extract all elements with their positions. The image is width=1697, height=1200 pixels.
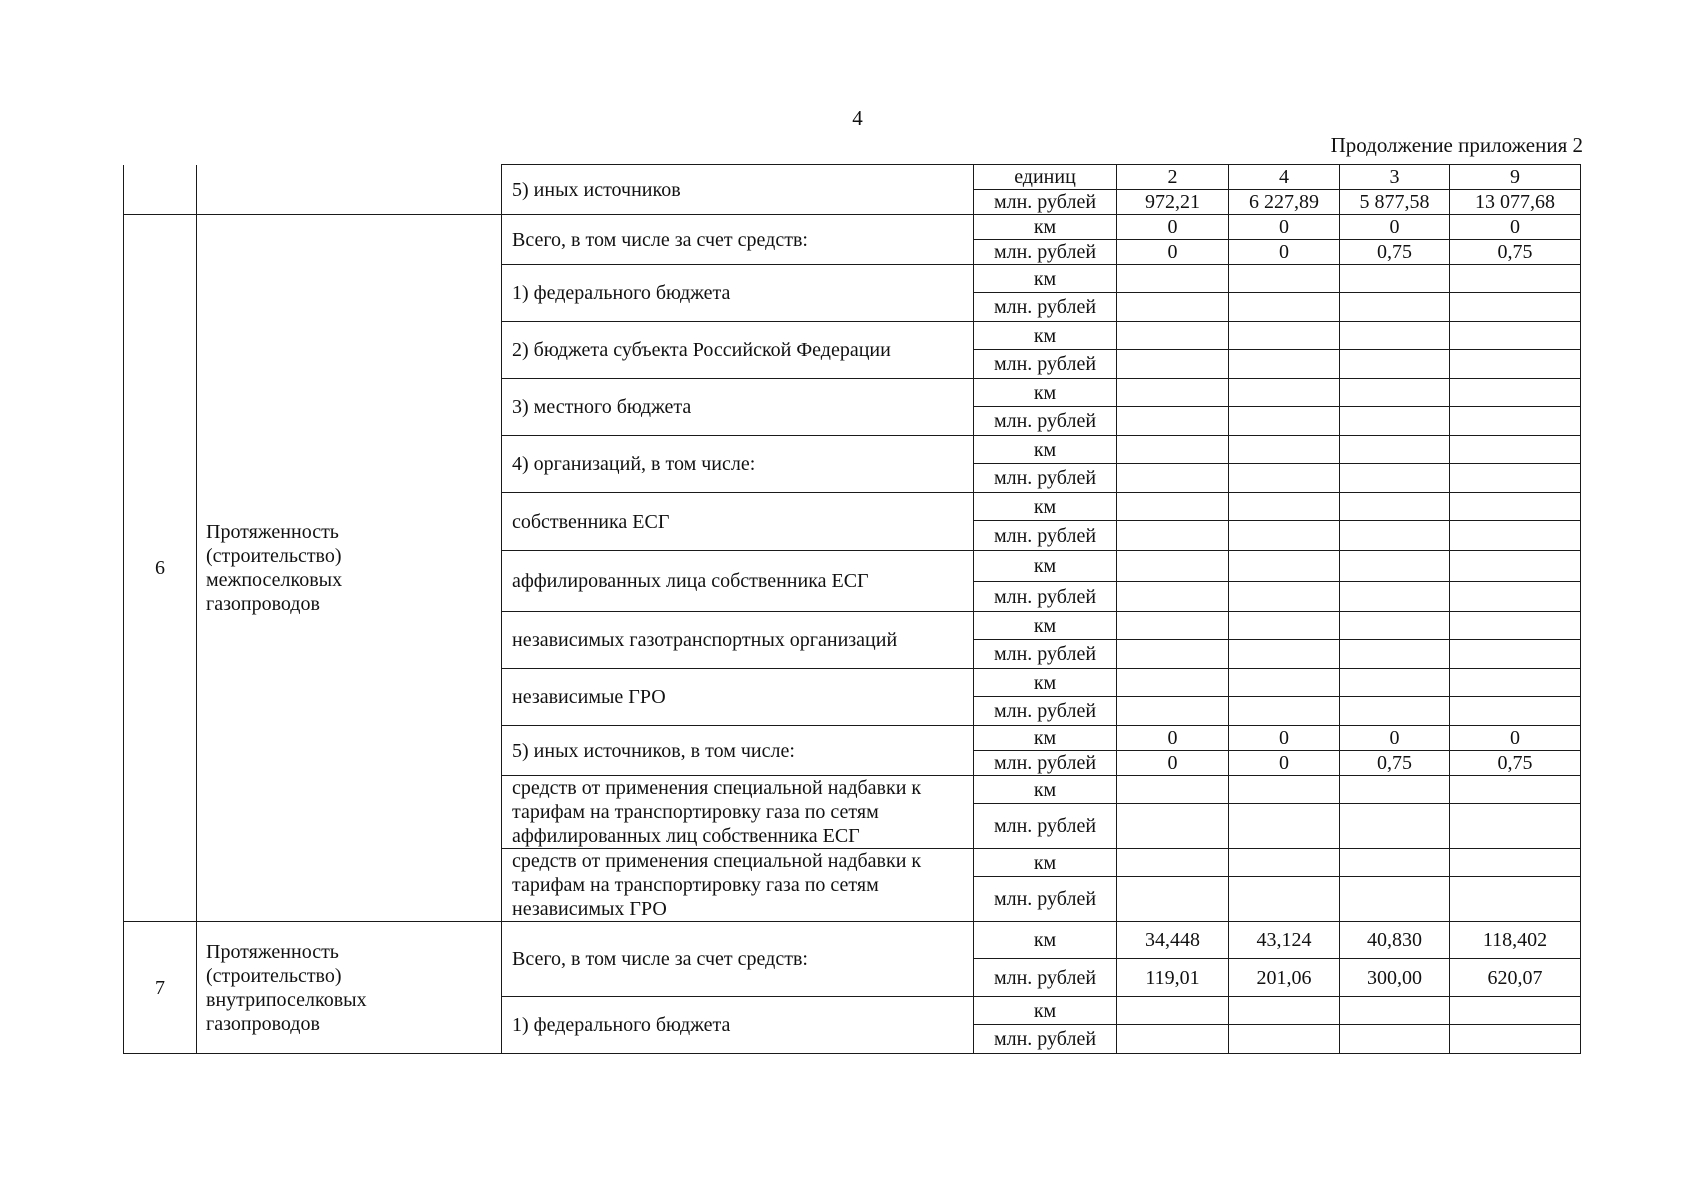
funding-table bbox=[123, 164, 1581, 1054]
value-cell bbox=[1340, 582, 1450, 612]
value-cell bbox=[1340, 436, 1450, 464]
unit-cell: млн. рублей bbox=[974, 240, 1117, 265]
value-cell bbox=[1340, 849, 1450, 877]
value-cell bbox=[1117, 293, 1229, 322]
item-number: 7 bbox=[124, 922, 197, 1054]
value-cell: 43,124 bbox=[1229, 922, 1340, 959]
funding-source: 5) иных источников bbox=[502, 165, 974, 215]
value-cell: 13 077,68 bbox=[1450, 190, 1581, 215]
appendix-continuation-note: Продолжение приложения 2 bbox=[1330, 133, 1583, 157]
funding-source: независимые ГРО bbox=[502, 669, 974, 726]
funding-source: независимых газотранспортных организаций bbox=[502, 612, 974, 669]
value-cell bbox=[1229, 776, 1340, 804]
value-cell bbox=[1229, 612, 1340, 640]
value-cell bbox=[1340, 293, 1450, 322]
unit-cell: км bbox=[974, 669, 1117, 697]
indicator-name-line: внутрипоселковых bbox=[206, 988, 367, 1011]
value-cell bbox=[1450, 493, 1581, 521]
unit-cell: млн. рублей bbox=[974, 751, 1117, 776]
value-cell bbox=[1340, 997, 1450, 1025]
value-cell bbox=[1340, 379, 1450, 407]
value-cell bbox=[1229, 379, 1340, 407]
value-cell: 0 bbox=[1229, 215, 1340, 240]
value-cell: 5 877,58 bbox=[1340, 190, 1450, 215]
funding-source: собственника ЕСГ bbox=[502, 493, 974, 551]
funding-source: 1) федерального бюджета bbox=[502, 265, 974, 322]
table-row bbox=[124, 165, 1581, 190]
value-cell bbox=[1229, 464, 1340, 493]
unit-cell: км bbox=[974, 997, 1117, 1025]
value-cell bbox=[1117, 322, 1229, 350]
value-cell bbox=[1117, 640, 1229, 669]
value-cell: 34,448 bbox=[1117, 922, 1229, 959]
unit-cell: млн. рублей bbox=[974, 640, 1117, 669]
value-cell: 0 bbox=[1229, 751, 1340, 776]
value-cell bbox=[1450, 551, 1581, 582]
value-cell bbox=[1117, 551, 1229, 582]
value-cell bbox=[1340, 877, 1450, 922]
value-cell: 9 bbox=[1450, 165, 1581, 190]
funding-source: 4) организаций, в том числе: bbox=[502, 436, 974, 493]
value-cell: 0 bbox=[1340, 726, 1450, 751]
value-cell bbox=[1340, 350, 1450, 379]
value-cell: 0 bbox=[1340, 215, 1450, 240]
unit-cell: млн. рублей bbox=[974, 959, 1117, 997]
value-cell bbox=[1450, 379, 1581, 407]
unit-cell: млн. рублей bbox=[974, 521, 1117, 551]
value-cell bbox=[1229, 1025, 1340, 1054]
value-cell bbox=[1450, 612, 1581, 640]
value-cell bbox=[1117, 849, 1229, 877]
unit-cell: млн. рублей bbox=[974, 582, 1117, 612]
indicator-name-line: газопроводов bbox=[206, 1012, 320, 1035]
value-cell: 0,75 bbox=[1340, 240, 1450, 265]
value-cell bbox=[1229, 322, 1340, 350]
value-cell: 201,06 bbox=[1229, 959, 1340, 997]
value-cell: 0,75 bbox=[1340, 751, 1450, 776]
unit-cell: км bbox=[974, 922, 1117, 959]
value-cell bbox=[1229, 521, 1340, 551]
unit-cell: млн. рублей bbox=[974, 804, 1117, 849]
unit-cell: км bbox=[974, 265, 1117, 293]
funding-source: аффилированных лица собственника ЕСГ bbox=[502, 551, 974, 612]
funding-source: 3) местного бюджета bbox=[502, 379, 974, 436]
value-cell bbox=[1450, 582, 1581, 612]
value-cell bbox=[1229, 551, 1340, 582]
value-cell bbox=[1117, 804, 1229, 849]
value-cell bbox=[1340, 322, 1450, 350]
value-cell: 972,21 bbox=[1117, 190, 1229, 215]
value-cell: 2 bbox=[1117, 165, 1229, 190]
value-cell: 620,07 bbox=[1450, 959, 1581, 997]
value-cell bbox=[1117, 521, 1229, 551]
value-cell bbox=[1117, 877, 1229, 922]
unit-cell: км bbox=[974, 551, 1117, 582]
value-cell: 118,402 bbox=[1450, 922, 1581, 959]
value-cell bbox=[1340, 407, 1450, 436]
indicator-name bbox=[197, 922, 502, 1054]
value-cell bbox=[1117, 350, 1229, 379]
value-cell bbox=[1450, 877, 1581, 922]
value-cell bbox=[1450, 436, 1581, 464]
value-cell bbox=[1340, 1025, 1450, 1054]
indicator-name bbox=[197, 165, 502, 215]
value-cell bbox=[1450, 640, 1581, 669]
value-cell: 0 bbox=[1117, 215, 1229, 240]
value-cell bbox=[1229, 804, 1340, 849]
value-cell: 0 bbox=[1117, 726, 1229, 751]
value-cell bbox=[1117, 265, 1229, 293]
indicator-name bbox=[197, 215, 502, 922]
table-row bbox=[124, 922, 1581, 959]
value-cell bbox=[1229, 697, 1340, 726]
value-cell: 0 bbox=[1117, 240, 1229, 265]
funding-source: Всего, в том числе за счет средств: bbox=[502, 922, 974, 997]
indicator-name-line: межпоселковых bbox=[206, 569, 343, 591]
value-cell bbox=[1229, 582, 1340, 612]
value-cell bbox=[1117, 493, 1229, 521]
unit-cell: млн. рублей bbox=[974, 697, 1117, 726]
value-cell: 0 bbox=[1229, 240, 1340, 265]
value-cell: 119,01 bbox=[1117, 959, 1229, 997]
table-body bbox=[124, 165, 1581, 1054]
value-cell bbox=[1117, 582, 1229, 612]
value-cell: 3 bbox=[1340, 165, 1450, 190]
unit-cell: км bbox=[974, 849, 1117, 877]
value-cell bbox=[1229, 493, 1340, 521]
unit-cell: км bbox=[974, 436, 1117, 464]
value-cell: 4 bbox=[1229, 165, 1340, 190]
value-cell bbox=[1450, 350, 1581, 379]
value-cell: 0,75 bbox=[1450, 751, 1581, 776]
value-cell bbox=[1450, 521, 1581, 551]
value-cell bbox=[1229, 640, 1340, 669]
value-cell bbox=[1340, 551, 1450, 582]
value-cell bbox=[1117, 407, 1229, 436]
indicator-name-line: Протяженность bbox=[206, 940, 339, 963]
value-cell bbox=[1117, 436, 1229, 464]
value-cell: 0 bbox=[1229, 726, 1340, 751]
value-cell bbox=[1450, 464, 1581, 493]
value-cell bbox=[1229, 849, 1340, 877]
value-cell bbox=[1340, 521, 1450, 551]
value-cell bbox=[1340, 697, 1450, 726]
value-cell bbox=[1229, 265, 1340, 293]
value-cell bbox=[1117, 1025, 1229, 1054]
unit-cell: млн. рублей bbox=[974, 190, 1117, 215]
value-cell bbox=[1450, 1025, 1581, 1054]
funding-source: 1) федерального бюджета bbox=[502, 997, 974, 1054]
value-cell bbox=[1450, 265, 1581, 293]
unit-cell: млн. рублей bbox=[974, 877, 1117, 922]
value-cell bbox=[1340, 804, 1450, 849]
value-cell bbox=[1117, 776, 1229, 804]
value-cell bbox=[1340, 669, 1450, 697]
unit-cell: млн. рублей bbox=[974, 293, 1117, 322]
value-cell bbox=[1340, 776, 1450, 804]
value-cell bbox=[1117, 464, 1229, 493]
unit-cell: млн. рублей bbox=[974, 464, 1117, 493]
value-cell bbox=[1450, 322, 1581, 350]
indicator-name-line: Протяженность bbox=[206, 521, 339, 543]
table-row bbox=[124, 215, 1581, 240]
item-number bbox=[124, 165, 197, 215]
value-cell bbox=[1450, 849, 1581, 877]
value-cell: 300,00 bbox=[1340, 959, 1450, 997]
value-cell: 0 bbox=[1450, 215, 1581, 240]
unit-cell: млн. рублей bbox=[974, 407, 1117, 436]
funding-source: средств от применения специальной надбавки к тарифам на транспортировку газа по сетям аффилированных лиц собственника ЕСГ bbox=[502, 776, 974, 849]
funding-source: 2) бюджета субъекта Российской Федерации bbox=[502, 322, 974, 379]
value-cell bbox=[1450, 407, 1581, 436]
value-cell bbox=[1229, 997, 1340, 1025]
value-cell bbox=[1229, 669, 1340, 697]
value-cell bbox=[1229, 407, 1340, 436]
value-cell bbox=[1229, 293, 1340, 322]
unit-cell: единиц bbox=[974, 165, 1117, 190]
value-cell bbox=[1117, 379, 1229, 407]
value-cell bbox=[1340, 265, 1450, 293]
indicator-name-line: (строительство) bbox=[206, 964, 342, 987]
value-cell bbox=[1340, 612, 1450, 640]
value-cell bbox=[1450, 804, 1581, 849]
unit-cell: км bbox=[974, 215, 1117, 240]
value-cell bbox=[1340, 464, 1450, 493]
value-cell: 0 bbox=[1117, 751, 1229, 776]
unit-cell: км bbox=[974, 776, 1117, 804]
value-cell bbox=[1340, 493, 1450, 521]
unit-cell: млн. рублей bbox=[974, 1025, 1117, 1054]
value-cell bbox=[1450, 697, 1581, 726]
funding-source: Всего, в том числе за счет средств: bbox=[502, 215, 974, 265]
value-cell: 0 bbox=[1450, 726, 1581, 751]
value-cell: 40,830 bbox=[1340, 922, 1450, 959]
value-cell bbox=[1450, 776, 1581, 804]
value-cell: 0,75 bbox=[1450, 240, 1581, 265]
value-cell bbox=[1450, 669, 1581, 697]
value-cell bbox=[1229, 350, 1340, 379]
page-number: 4 bbox=[852, 106, 863, 130]
value-cell bbox=[1117, 697, 1229, 726]
value-cell bbox=[1117, 612, 1229, 640]
value-cell: 6 227,89 bbox=[1229, 190, 1340, 215]
value-cell bbox=[1450, 997, 1581, 1025]
indicator-name-line: газопроводов bbox=[206, 593, 320, 615]
unit-cell: км bbox=[974, 612, 1117, 640]
value-cell bbox=[1229, 436, 1340, 464]
unit-cell: км bbox=[974, 379, 1117, 407]
indicator-name-line: (строительство) bbox=[206, 545, 342, 567]
value-cell bbox=[1450, 293, 1581, 322]
unit-cell: км bbox=[974, 322, 1117, 350]
value-cell bbox=[1117, 669, 1229, 697]
unit-cell: км bbox=[974, 726, 1117, 751]
value-cell bbox=[1229, 877, 1340, 922]
unit-cell: км bbox=[974, 493, 1117, 521]
funding-source: 5) иных источников, в том числе: bbox=[502, 726, 974, 776]
value-cell bbox=[1340, 640, 1450, 669]
unit-cell: млн. рублей bbox=[974, 350, 1117, 379]
value-cell bbox=[1117, 997, 1229, 1025]
funding-source: средств от применения специальной надбавки к тарифам на транспортировку газа по сетям независимых ГРО bbox=[502, 849, 974, 922]
item-number: 6 bbox=[124, 215, 197, 922]
